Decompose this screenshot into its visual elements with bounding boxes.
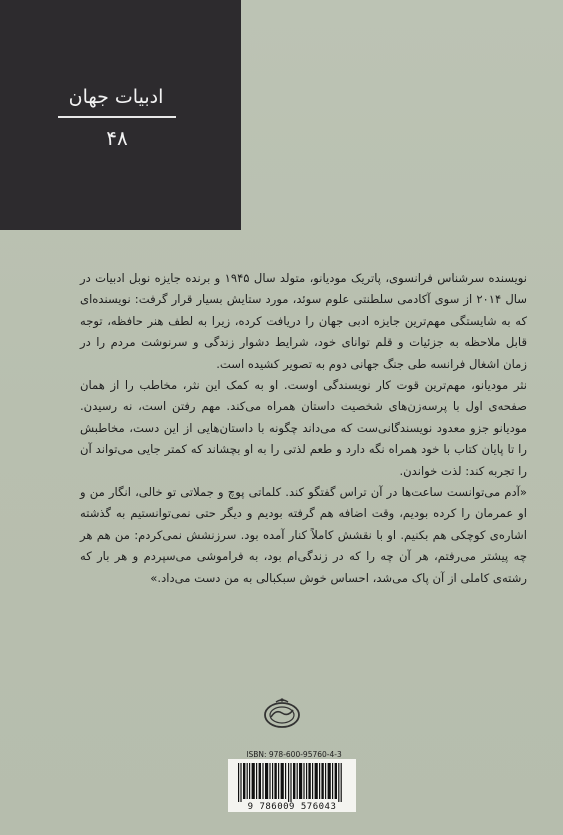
publisher-logo-icon [262, 694, 302, 734]
series-title: ادبیات جهان [68, 86, 164, 108]
series-box [0, 0, 241, 230]
series-divider [58, 116, 176, 118]
isbn-label: ISBN: 978-600-95760-4-3 [246, 750, 342, 759]
blurb-paragraph-author: نویسنده سرشناس فرانسوی، پاتریک مودیانو، متولد سال ۱۹۴۵ و برنده جایزه نوبل ادبیات در سال ۲۰۱۴ از سوی آکادمی سلطنتی علوم سوئد، مورد ستایش بسیار قرار گرفت: نویسنده‌ای که به شایستگی مهم‌ترین جایزه ادبی جهان را دریافت کرده، زیرا به لطف هنر حافظه، توجه قابل ملاحظه به جزئیات و قلم توانای خود، شرایط دشوار زندگی و سرنوشت مردم را در زمان اشغال فرانسه طی جنگ جهانی دوم به تصویر کشیده است. [80, 271, 527, 371]
blurb-paragraph-style: نثر مودیانو، مهم‌ترین قوت کار نویسندگی اوست. او به کمک این نثر، مخاطب را از همان صفحه‌ی اول با پرسه‌زن‌های شخصیت داستان همراه می‌کند. مهم رفتن است، نه رسیدن. مودیانو جزو معدود نویسندگانی‌ست که می‌داند چگونه با داستان‌هایی از این دست، مخاطبش را تا پایان کتاب با خود همراه نگه دارد و طعم لذتی را به او بچشاند که کمتر جایی می‌تواند آن را تجربه کند: لذت خواندن. [80, 378, 527, 478]
barcode-bars-icon [228, 759, 356, 803]
series-number: ۴۸ [106, 126, 128, 150]
blurb-paragraph-quote: «آدم می‌توانست ساعت‌ها در آن تراس گفتگو کند. کلماتی پوچ و جملاتی تو خالی، انگار من و او عمرمان را کرده بودیم، وقت اضافه هم گرفته بودیم و دیگر حتی نمی‌توانستیم به گذشته اشاره‌ی کوچکی هم بکنیم. او با نقشش کاملاً کنار آمده بود. سرزنشش نمی‌کردم: من هم هر چه پیشتر می‌رفتم، هر آن چه را که در زندگی‌ام بود، به فراموشی می‌سپردم و هر بار که رشته‌ی کاملی از آن پاک می‌شد، احساس خوش سبکبالی به من دست می‌داد.» [80, 485, 527, 585]
blurb-text [80, 268, 527, 589]
barcode-digits: 9 786009 576043 [228, 802, 356, 812]
